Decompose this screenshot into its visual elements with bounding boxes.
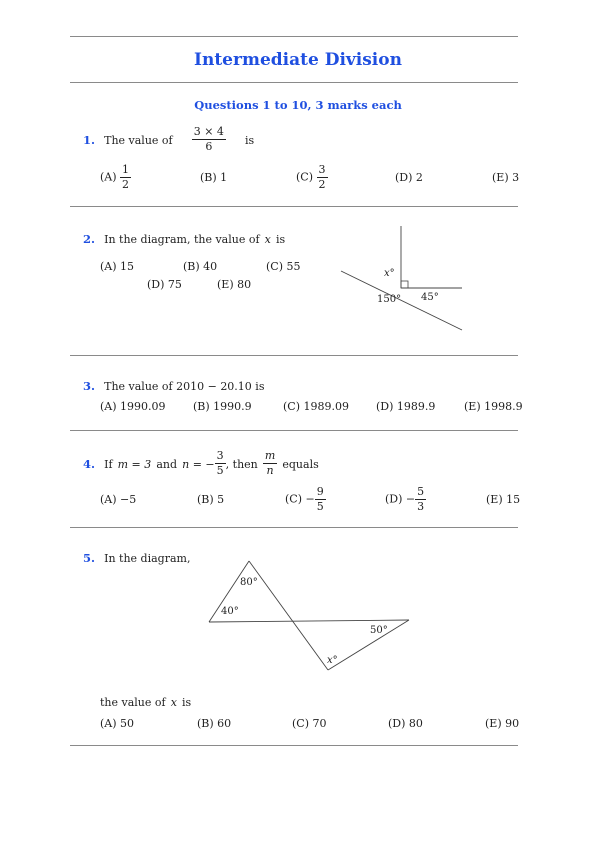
question-text-end: is [275, 233, 286, 246]
option-a[interactable]: (A) −5 [100, 493, 137, 506]
fraction-numerator: 1 [122, 163, 130, 176]
option-c[interactable]: (C) 55 [266, 260, 301, 273]
question-text-end: is [182, 696, 192, 709]
question-number: 5. [83, 551, 96, 565]
question-5-continuation [100, 691, 191, 710]
option-label: (C) [296, 170, 313, 184]
fraction-numerator: 5 [417, 485, 425, 498]
option-c[interactable]: (C) 70 [292, 717, 327, 730]
option-a[interactable] [100, 163, 131, 192]
question-1 [83, 125, 254, 154]
option-fraction [317, 163, 328, 192]
option-d[interactable]: (D) 2 [395, 171, 423, 184]
bottom-rule [70, 745, 518, 746]
option-label: (C) − [285, 492, 315, 506]
option-b[interactable]: (B) 1990.9 [193, 400, 252, 413]
label-45: 45° [421, 292, 439, 303]
question-text: In the diagram, the value of [104, 233, 260, 246]
label-80: 80° [240, 577, 258, 588]
question-4 [83, 449, 319, 478]
option-d[interactable]: (D) 80 [388, 717, 423, 730]
fraction-denominator: 2 [318, 177, 326, 191]
question-number: 3. [83, 379, 96, 393]
label-x: x° [384, 268, 395, 279]
option-d[interactable] [385, 485, 426, 514]
angle-diagram [330, 220, 480, 340]
question-number: 4. [83, 456, 96, 471]
fraction-denominator: n [263, 463, 277, 478]
question-text: , then [225, 457, 258, 471]
question-text: In the diagram, [104, 552, 191, 565]
fraction-numerator: 3 × 4 [193, 125, 224, 138]
question-text-end: is [245, 133, 255, 147]
question-number: 1. [83, 132, 96, 147]
fraction-denominator: 5 [216, 463, 224, 477]
fraction-numerator: 9 [316, 485, 324, 498]
option-c[interactable] [285, 485, 326, 514]
question-2 [83, 228, 285, 247]
option-label: (A) [100, 170, 117, 184]
question-5 [83, 547, 190, 566]
n-equation: n = − [182, 457, 215, 471]
label-150: 150° [377, 294, 402, 305]
option-fraction [120, 163, 131, 192]
right-triangle-side [328, 620, 409, 670]
question-text: The value of [104, 133, 173, 147]
option-e[interactable]: (E) 80 [217, 278, 252, 291]
question-number: 2. [83, 232, 96, 246]
m-equation: m = 3 [117, 457, 152, 471]
question-text-end: equals [282, 457, 319, 471]
transversal-line [341, 271, 462, 330]
question-text: The value of 2010 − 20.10 is [104, 380, 265, 393]
option-d[interactable]: (D) 75 [147, 278, 182, 291]
option-b[interactable]: (B) 5 [197, 493, 225, 506]
label-x: x° [327, 655, 338, 666]
option-e[interactable]: (E) 3 [492, 171, 520, 184]
option-fraction [315, 485, 326, 514]
question-fraction [192, 125, 226, 154]
option-e[interactable]: (E) 15 [486, 493, 521, 506]
option-a[interactable]: (A) 50 [100, 717, 135, 730]
fraction-numerator: 3 [216, 449, 224, 462]
triangle-diagram [200, 555, 420, 680]
option-d[interactable]: (D) 1989.9 [376, 400, 436, 413]
fraction-denominator: 5 [316, 499, 324, 513]
option-a[interactable]: (A) 1990.09 [100, 400, 166, 413]
question-divider [70, 430, 518, 431]
label-40: 40° [221, 606, 239, 617]
question-text: the value of [100, 696, 166, 709]
fraction-three-fifths [215, 449, 226, 478]
fraction-numerator: 3 [318, 163, 326, 176]
option-c[interactable] [296, 163, 328, 192]
page-title: Intermediate Division [194, 50, 402, 70]
option-a[interactable]: (A) 15 [100, 260, 135, 273]
option-label: (D) − [385, 492, 416, 506]
crossing-line [249, 561, 328, 670]
question-divider [70, 527, 518, 528]
option-b[interactable]: (B) 60 [197, 717, 232, 730]
option-b[interactable]: (B) 1 [200, 171, 228, 184]
fraction-denominator: 2 [122, 177, 130, 191]
question-text: and [156, 457, 178, 471]
option-b[interactable]: (B) 40 [183, 260, 218, 273]
question-divider [70, 355, 518, 356]
header-rule [70, 82, 518, 83]
question-variable: x [264, 233, 271, 246]
option-e[interactable]: (E) 90 [485, 717, 520, 730]
option-fraction [415, 485, 426, 514]
label-50: 50° [370, 625, 388, 636]
option-c[interactable]: (C) 1989.09 [283, 400, 349, 413]
question-3 [83, 375, 264, 394]
fraction-denominator: 3 [417, 499, 425, 513]
fraction-numerator: m [264, 449, 276, 462]
top-rule [70, 36, 518, 37]
fraction-m-over-n [263, 449, 277, 478]
right-angle-marker [401, 281, 408, 288]
horizontal-line [209, 620, 409, 622]
fraction-denominator: 6 [192, 139, 226, 154]
section-subtitle: Questions 1 to 10, 3 marks each [194, 98, 402, 112]
question-divider [70, 206, 518, 207]
option-e[interactable]: (E) 1998.9 [464, 400, 523, 413]
question-text: If [104, 457, 113, 471]
question-variable: x [170, 696, 177, 709]
